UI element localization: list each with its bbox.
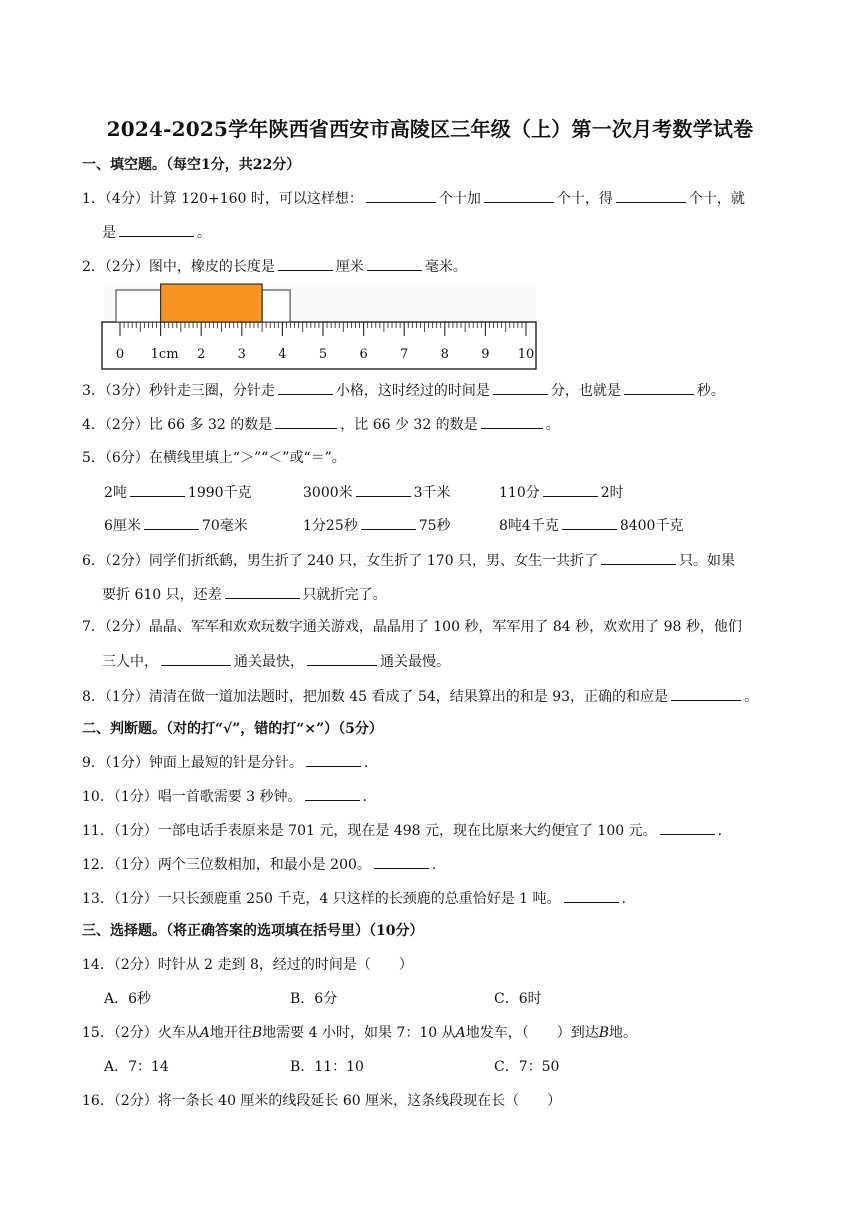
answer-blank[interactable] (119, 222, 194, 237)
option-c[interactable]: C．6时 (494, 991, 542, 1007)
question-5: 5．（6分）在横线里填上“＞”“＜”或“＝”。 (82, 450, 346, 466)
ruler-label: 3 (237, 347, 246, 362)
answer-blank[interactable] (130, 482, 185, 497)
answer-blank[interactable] (361, 515, 416, 530)
answer-blank[interactable] (356, 482, 411, 497)
answer-blank[interactable] (660, 820, 715, 835)
question-1-continued: 是 。 (102, 222, 211, 243)
question-8: 8．（1分）清清在做一道加法题时，把加数 45 看成了 54，结果算出的和是 93，正确的和应是 。 (82, 686, 758, 707)
compare-item: 1分25秒 75秒 (303, 515, 451, 536)
section-choice-heading: 三、选择题。（将正确答案的选项填在括号里）（10分） (82, 923, 424, 939)
question-1: 1．（4分）计算 120+160 时，可以这样想： 个十加 个十，得 个十，就 (82, 188, 745, 209)
answer-blank[interactable] (366, 188, 436, 203)
question-13: 13．（1分）一只长颈鹿重 250 千克，4 只这样的长颈鹿的总重恰好是 1 吨。 . (82, 888, 626, 909)
ruler-label: 8 (440, 347, 449, 362)
section-true-false-heading: 二、判断题。（对的打“√”，错的打“×”）（5分） (82, 721, 383, 737)
question-14: 14．（2分）时针从 2 走到 8，经过的时间是（ ） (82, 957, 413, 973)
answer-blank[interactable] (367, 256, 422, 271)
question-2: 2．（2分）图中，橡皮的长度是 厘米 毫米。 (82, 256, 467, 277)
answer-blank[interactable] (374, 854, 429, 869)
compare-item: 8吨4千克 8400千克 (499, 515, 683, 536)
question-12: 12．（1分）两个三位数相加，和最小是 200。 . (82, 854, 436, 875)
answer-blank[interactable] (481, 414, 543, 429)
compare-item: 2吨 1990千克 (104, 482, 252, 503)
section-fill-blank-heading: 一、填空题。（每空1分，共22分） (82, 157, 301, 173)
option-b[interactable]: B．11：10 (290, 1059, 364, 1075)
option-a[interactable]: A．7：14 (104, 1059, 169, 1075)
answer-blank[interactable] (493, 380, 548, 395)
question-16: 16．（2分）将一条长 40 厘米的线段延长 60 厘米，这条线段现在长（ ） (82, 1093, 562, 1109)
answer-blank[interactable] (278, 256, 333, 271)
ruler-label: 1cm (150, 347, 179, 362)
question-15: 15．（2分）火车从A地开往B地需要 4 小时，如果 7：10 从A地发车，（ ）到达B地。 (82, 1025, 638, 1041)
question-11: 11．（1分）一部电话手表原来是 701 元，现在是 498 元，现在比原来大约便宜了 100 元。 . (82, 820, 722, 841)
answer-blank[interactable] (624, 380, 694, 395)
page-title: 2024-2025学年陕西省西安市高陵区三年级（上）第一次月考数学试卷 (106, 117, 754, 141)
answer-blank[interactable] (306, 752, 361, 767)
answer-blank[interactable] (484, 188, 554, 203)
ruler-label: 4 (278, 347, 287, 362)
answer-blank[interactable] (305, 786, 360, 801)
option-b[interactable]: B．6分 (290, 991, 338, 1007)
ruler-eraser-figure (100, 282, 540, 372)
eraser (161, 284, 263, 322)
answer-blank[interactable] (161, 651, 231, 666)
compare-item: 3000米 3千米 (303, 482, 451, 503)
ruler-label: 10 (517, 347, 535, 362)
ruler-label: 5 (318, 347, 328, 362)
answer-blank[interactable] (671, 686, 741, 701)
question-6: 6．（2分）同学们折纸鹤，男生折了 240 只，女生折了 170 只，男、女生一共折了 只。如果 (82, 550, 735, 571)
ruler-label: 6 (359, 347, 368, 362)
compare-item: 6厘米 70毫米 (104, 515, 248, 536)
answer-blank[interactable] (225, 584, 300, 599)
question-9: 9．（1分）钟面上最短的针是分针。 . (82, 752, 368, 773)
question-3: 3．（3分）秒针走三圈，分针走 小格，这时经过的时间是 分，也就是 秒。 (82, 380, 725, 401)
option-c[interactable]: C．7：50 (494, 1059, 560, 1075)
question-10: 10．（1分）唱一首歌需要 3 秒钟。 . (82, 786, 367, 807)
answer-blank[interactable] (278, 380, 333, 395)
ruler-label: 2 (197, 347, 206, 362)
answer-blank[interactable] (562, 515, 617, 530)
answer-blank[interactable] (601, 550, 676, 565)
eraser-right-guide (262, 290, 290, 322)
answer-blank[interactable] (307, 651, 377, 666)
answer-blank[interactable] (616, 188, 686, 203)
question-6-continued: 要折 610 只，还差 只就折完了。 (102, 584, 387, 605)
question-4: 4．（2分）比 66 多 32 的数是 ，比 66 少 32 的数是 。 (82, 414, 560, 435)
ruler-label: 0 (115, 347, 125, 362)
ruler-label: 7 (400, 347, 409, 362)
compare-item: 110分 2时 (499, 482, 624, 503)
eraser-left-guide (116, 290, 161, 322)
question-7-continued: 三人中， 通关最快， 通关最慢。 (102, 651, 450, 672)
answer-blank[interactable] (144, 515, 199, 530)
answer-blank[interactable] (275, 414, 337, 429)
option-a[interactable]: A．6秒 (104, 991, 152, 1007)
question-7: 7．（2分）晶晶、军军和欢欢玩数字通关游戏，晶晶用了 100 秒，军军用了 84 秒，欢欢用了 98 秒，他们 (82, 619, 742, 635)
answer-blank[interactable] (543, 482, 598, 497)
answer-blank[interactable] (564, 888, 619, 903)
ruler-label: 9 (481, 347, 490, 362)
